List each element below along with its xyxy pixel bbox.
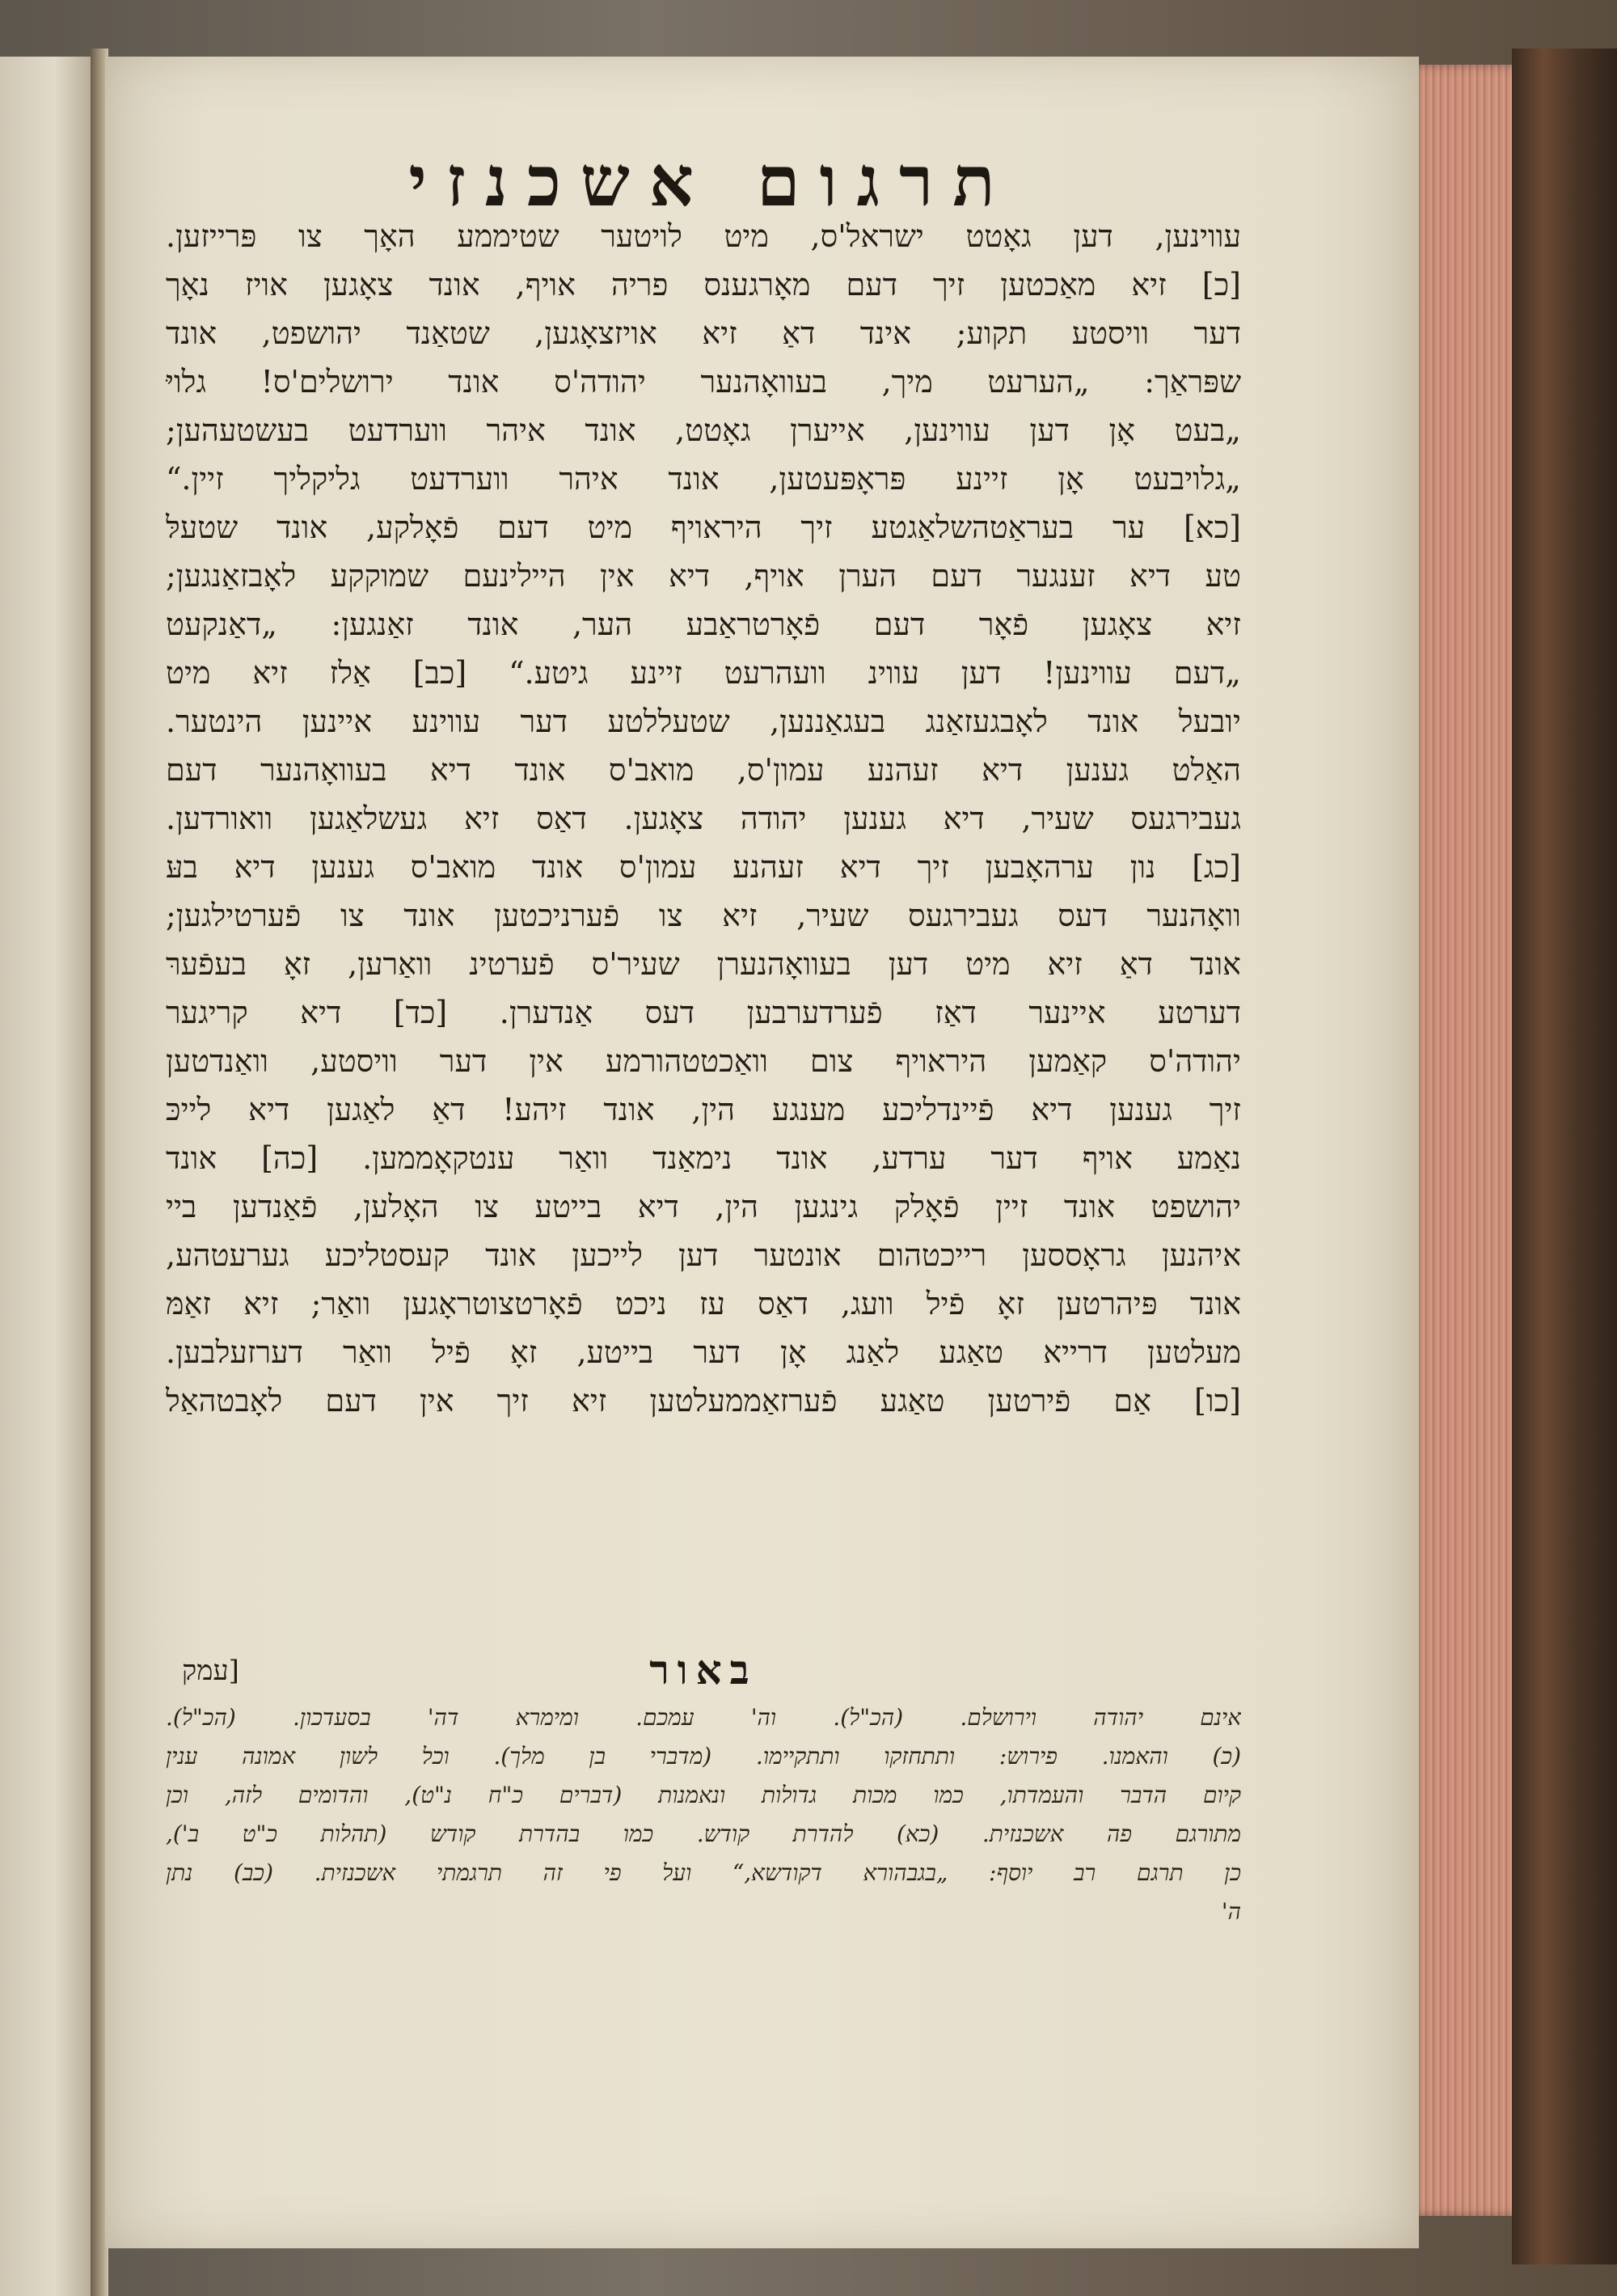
text-line: זיך גענען דיא פֿיינדליכע מענגע הין, אונד זיהע! דאַ לאַגען דיא לייכּ — [166, 1092, 1241, 1127]
note-line: אינם יהודה וירושלם. (הכ"ל). וה' עמכם. ומימרא דה' בסעדכון. (הכ"ל). — [166, 1704, 1241, 1731]
text-line: טע דיא זענגער דעם הערן אויף, דיא אין היילינעם שמוקקע לאָבזאַנגען; — [166, 558, 1241, 594]
text-line: דער וויסטע תקוע; אינד דאַ זיא אויזצאָגען, שטאַנד יהושפט, אונד — [166, 315, 1241, 351]
facing-page-edge — [0, 57, 93, 2296]
text-line: עווינען, דען גאָטט ישראל'ס, מיט לויטער שטיממע האָך צו פּרייזען. — [166, 218, 1241, 254]
note-line: קיום הדבר והעמדתו, כמו מכות גדולות ונאמנות (דברים כ"ח נ"ט), והדומים לזה, וכן — [166, 1782, 1241, 1808]
text-line: [כא] ער בעראַטהשלאַגטע זיך היראויף מיט דעם פֿאָלקע, אונד שטעלּ — [166, 510, 1241, 545]
text-line: האַלט גענען דיא זעהנע עמון'ס, מואב'ס אונד דיא בעוואָהנער דעם — [166, 752, 1241, 788]
text-line: זיא צאָגען פֿאָר דעם פֿאָרטראַבע הער, אונד זאַנגען: „דאַנקעט — [166, 607, 1241, 642]
text-line: וואָהנער דעס געבירגעס שעיר, זיא צו פֿערניכטען אונד צו פֿערטילגען; — [166, 898, 1241, 933]
text-line: אונד דאַ זיא מיט דען בעוואָהנערן שעיר'ס פֿערטינ וואַרען, זאָ בעפֿערּ — [166, 946, 1241, 982]
text-line: געבירגעס שעיר, דיא גענען יהודה צאָגען. דאַס זיא געשלאַגען וואורדען. — [166, 801, 1241, 836]
text-line: דערטע איינער דאַז פֿערדערבען דעס אַנדערן. [כד] דיא קריגער — [166, 995, 1241, 1030]
text-line: „דעם עווינען! דען עווינ וועהרעט זיינע גיטע.“ [כב] אַלז זיא מיט — [166, 655, 1241, 691]
text-line: „גלויבעט אָן זיינע פּראָפּעטען, אונד איהר ווערדעט גליקליך זיין.“ — [166, 461, 1241, 497]
commentary-divider — [166, 1642, 1241, 1698]
text-line: [כג] נון ערהאָבען זיך דיא זעהנע עמון'ס אונד מואב'ס גענען דיא בעּ — [166, 849, 1241, 885]
note-line: כן תרגם רב יוסף: „בגבהורא דקודשא,“ ועל פי זה תרגמתי אשכנזית. (כב) נתן — [166, 1859, 1241, 1886]
text-line: יהודה'ס קאַמען היראויף צום וואַכטטהורמע אין דער וויסטע, וואַנדטען — [166, 1043, 1241, 1079]
book-binding — [1512, 49, 1617, 2264]
section-heading: באור — [649, 1646, 758, 1693]
text-line: איהנען גראָססען רייכטהום אונטער דען לייכען אונד קעסטליכע גערעטהע, — [166, 1237, 1241, 1273]
page-fore-edge — [1407, 65, 1520, 2216]
text-line: אונד פּיהרטען זאָ פֿיל וועג, דאַס עז ניכט פֿאָרטצוטראָגען וואַר; זיא זאַמּ — [166, 1286, 1241, 1321]
note-line: ה' — [1221, 1898, 1241, 1925]
note-line: (כ) והאמנו. פירוש: ותתחזקו ותתקיימו. (מדברי בן מלך). וכל לשון אמונה ענין — [166, 1743, 1241, 1770]
text-line: [כ] זיא מאַכטען זיך דעם מאָרגענס פריה אויף, אונד צאָגען אויז נאָך — [166, 267, 1241, 302]
running-title: תרגום אשכנזי — [408, 141, 1015, 222]
text-line: שפּראַך: „הערעט מיך, בעוואָהנער יהודה'ס אונד ירושלים'ס! גלויּ — [166, 364, 1241, 400]
commentary-notes — [166, 1698, 1241, 1931]
text-line: יובעל אונד לאָבגעזאַנג בעגאַננען, שטעללטע דער עווינע איינען הינטער. — [166, 704, 1241, 739]
catchword: [עמק — [182, 1655, 239, 1687]
text-line: [כו] אַם פֿירטען טאַגע פֿערזאַממעלטען זיא זיך אין דעם לאָבטהאַל — [166, 1383, 1241, 1419]
text-line: „בעט אָן דען עווינען, אייערן גאָטט, אונד איהר ווערדעט בעשטעהען; — [166, 412, 1241, 448]
text-line: נאַמע אויף דער ערדע, אונד נימאַנד וואַר ענטקאָממען. [כה] אונד — [166, 1140, 1241, 1176]
text-line: יהושפט אונד זיין פֿאָלק גינגען הין, דיא בייטע צו האָלען, פֿאַנדען ביי — [166, 1189, 1241, 1224]
main-text-block — [166, 212, 1241, 1425]
text-line: מעלטען דרייא טאַגע לאַנג אָן דער בייטע, זאָ פֿיל וואַר דערזעלבען. — [166, 1334, 1241, 1370]
note-line: מתורגם פה אשכנזית. (כא) להדרת קודש. כמו בהדרת קודש (תהלות כ"ט ב'), — [166, 1820, 1241, 1847]
